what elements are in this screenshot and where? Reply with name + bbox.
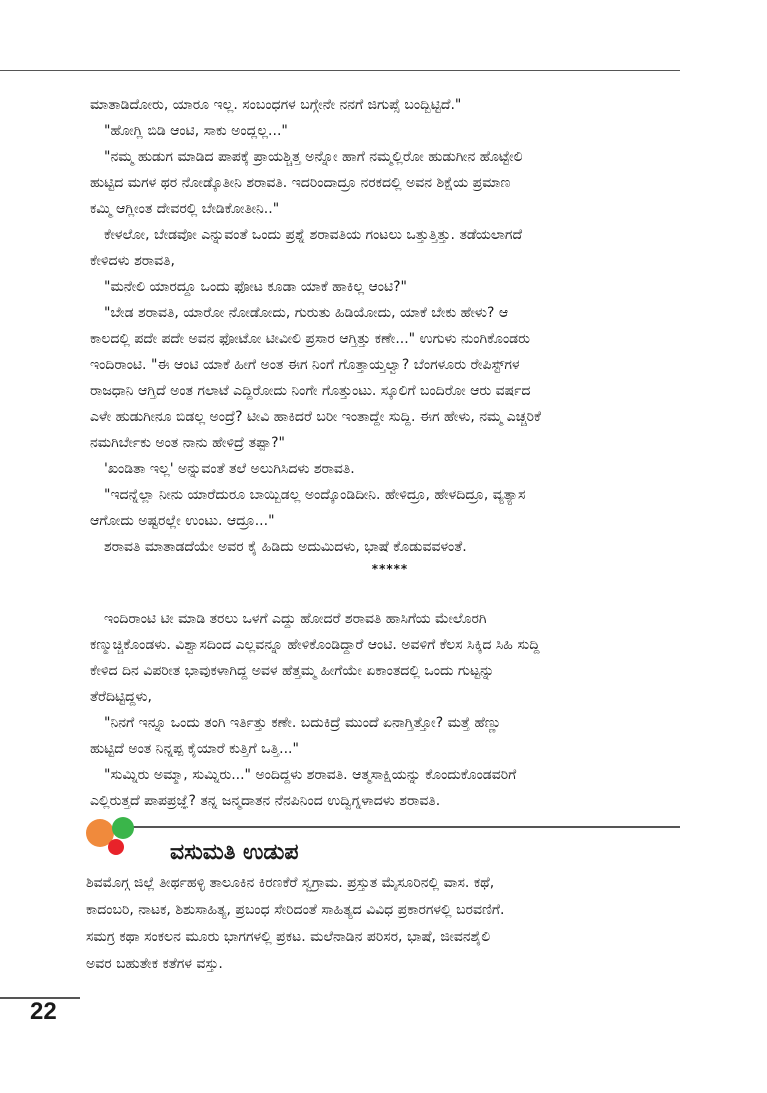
story-line: ಕಮ್ಮಿ ಆಗ್ಲೀಂತ ದೇವರಲ್ಲಿ ಬೇಡಿಕೋತೀನಿ.." — [90, 201, 280, 217]
green-dot — [112, 817, 134, 839]
story-line: "ನಮ್ಮ ಹುಡುಗ ಮಾಡಿದ ಪಾಪಕ್ಕೆ ಪ್ರಾಯಶ್ಚಿತ್ತ ಅನ್ನೋ ಹಾಗೆ ನಮ್ಮಲ್ಲಿರೋ ಹುಡುಗೀನ ಹೊಟ್ಟೇಲಿ — [104, 149, 523, 165]
story-line: "ಮನೇಲಿ ಯಾರದ್ದೂ ಒಂದು ಫೋಟ ಕೂಡಾ ಯಾಕೆ ಹಾಕಿಲ್ಲ ಆಂಟಿ?" — [104, 279, 407, 295]
bio-line: ಕಾದಂಬರಿ, ನಾಟಕ, ಶಿಶುಸಾಹಿತ್ಯ, ಪ್ರಬಂಧ ಸೇರಿದಂತೆ ಸಾಹಿತ್ಯದ ವಿವಿಧ ಪ್ರಕಾರಗಳಲ್ಲಿ ಬರವಣಿಗೆ. — [86, 902, 505, 918]
story-line: ತೆರೆದಿಟ್ಟಿದ್ದಳು, — [90, 689, 152, 705]
story-line: "ಸುಮ್ನಿರು ಅಮ್ಮಾ, ಸುಮ್ನಿರು..." ಅಂದಿದ್ದಳು ಶರಾವತಿ. ಆತ್ಮಸಾಕ್ಷಿಯನ್ನು ಕೊಂದುಕೊಂಡವರಿಗೆ — [104, 767, 517, 783]
story-line: 'ಖಂಡಿತಾ ಇಲ್ಲ' ಅನ್ನುವಂತೆ ತಲೆ ಅಲುಗಿಸಿದಳು ಶರಾವತಿ. — [104, 461, 355, 477]
story-line: "ಹೋಗ್ಲಿ ಬಿಡಿ ಆಂಟಿ, ಸಾಕು ಅಂದ್ಲಲ್ಲ..." — [104, 123, 288, 139]
story-text — [90, 92, 680, 814]
story-line: ಕಾಲದಲ್ಲಿ ಪದೇ ಪದೇ ಅವನ ಫೋಟೋ ಟೀವೀಲಿ ಪ್ರಸಾರ ಆಗ್ತಿತ್ತು ಕಣೇ..." ಉಗುಳು ನುಂಗಿಕೊಂಡರು — [90, 331, 530, 347]
story-line: ಕೇಳಲೋ, ಬೇಡವೋ ಎನ್ನುವಂತೆ ಒಂದು ಪ್ರಶ್ನೆ ಶರಾವತಿಯ ಗಂಟಲು ಒತ್ತುತ್ತಿತ್ತು. ತಡೆಯಲಾಗದೆ — [104, 227, 523, 243]
story-line: ಹುಟ್ಟಿದ ಮಗಳ ಥರ ನೋಡ್ಕೊತೀನಿ ಶರಾವತಿ. ಇದರಿಂದಾದ್ರೂ ನರಕದಲ್ಲಿ ಅವನ ಶಿಕ್ಷೆಯ ಪ್ರಮಾಣ — [90, 175, 511, 191]
story-line: ಕಣ್ಮುಚ್ಚಿಕೊಂಡಳು. ವಿಶ್ವಾಸದಿಂದ ಎಲ್ಲವನ್ನೂ ಹೇಳಿಕೊಂಡಿದ್ದಾರೆ ಆಂಟಿ. ಅವಳಿಗೆ ಕೆಲಸ ಸಿಕ್ಕಿದ ಸಿಹಿ ಸುದ್ದಿ — [90, 637, 540, 653]
bio-line: ಅವರ ಬಹುತೇಕ ಕತೆಗಳ ವಸ್ತು. — [86, 956, 223, 972]
author-section-rule — [122, 826, 680, 828]
story-line: ಮಾತಾಡಿದೋರು, ಯಾರೂ ಇಲ್ಲ. ಸಂಬಂಧಗಳ ಬಗ್ಗೇನೇ ನನಗೆ ಜಿಗುಪ್ಸೆ ಬಂದ್ಬಿಟ್ಟಿದೆ." — [90, 97, 462, 113]
story-line: "ಇದನ್ನೆಲ್ಲಾ ನೀನು ಯಾರೆದುರೂ ಬಾಯ್ಬಿಡಲ್ಲ ಅಂದ್ಕೊಂಡಿದೀನಿ. ಹೇಳಿದ್ರೂ, ಹೇಳದಿದ್ರೂ, ವ್ಯತ್ಯಾಸ — [104, 487, 526, 503]
story-line: ಹುಟ್ಟಿದೆ ಅಂತ ನಿನ್ನಪ್ಪ ಕೈಯಾರೆ ಕುತ್ತಿಗೆ ಒತ್ತಿ..." — [90, 741, 299, 757]
story-line: ಆಗೋದು ಅಷ್ಟರಲ್ಲೇ ಉಂಟು. ಆದ್ರೂ..." — [90, 513, 275, 529]
story-line: ಇಂದಿರಾಂಟಿ ಟೀ ಮಾಡಿ ತರಲು ಒಳಗೆ ಎದ್ದು ಹೋದರೆ ಶರಾವತಿ ಹಾಸಿಗೆಯ ಮೇಲೊರಗಿ — [104, 611, 487, 627]
author-logo-dots — [86, 813, 142, 857]
author-bio — [86, 870, 686, 978]
story-line: "ಬೇಡ ಶರಾವತಿ, ಯಾರೋ ನೋಡೋದು, ಗುರುತು ಹಿಡಿಯೋದು, ಯಾಕೆ ಬೇಕು ಹೇಳು? ಆ — [104, 305, 509, 321]
story-line: ಕೇಳಿದ ದಿನ ವಿಪರೀತ ಭಾವುಕಳಾಗಿದ್ದ ಅವಳ ಹೆತ್ತಮ್ಮ ಹೀಗೆಯೇ ಏಕಾಂತದಲ್ಲಿ ಒಂದು ಗುಟ್ಟನ್ನು — [90, 663, 495, 679]
story-line: ನಮಗಿರ್ಬೇಕು ಅಂತ ನಾನು ಹೇಳಿದ್ರೆ ತಪ್ಪಾ?" — [90, 435, 285, 451]
story-line: "ನಿನಗೆ ಇನ್ನೂ ಒಂದು ತಂಗಿ ಇರ್ತಿತ್ತು ಕಣೇ. ಬದುಕಿದ್ರೆ ಮುಂದೆ ಏನಾಗ್ತಿತ್ತೋ? ಮತ್ತೆ ಹೆಣ್ಣು — [104, 715, 502, 731]
section-separator: ***** — [371, 562, 409, 576]
bio-line: ಶಿವಮೊಗ್ಗ ಜಿಲ್ಲೆ ತೀರ್ಥಹಳ್ಳಿ ತಾಲೂಕಿನ ಕಿರಣಕೆರೆ ಸ್ವಗ್ರಾಮ. ಪ್ರಸ್ತುತ ಮೈಸೂರಿನಲ್ಲಿ ವಾಸ. ಕಥೆ, — [86, 875, 495, 891]
author-name: ವಸುಮತಿ ಉಡುಪ — [170, 840, 299, 865]
story-line: ಎಲ್ಲಿರುತ್ತದೆ ಪಾಪಪ್ರಜ್ಞೆ? ತನ್ನ ಜನ್ಮದಾತನ ನೆನಪಿನಿಂದ ಉದ್ವಿಗ್ನಳಾದಳು ಶರಾವತಿ. — [90, 793, 441, 809]
story-line: ರಾಜಧಾನಿ ಆಗ್ತಿದೆ ಅಂತ ಗಲಾಟೆ ಎದ್ದಿರೋದು ನಿಂಗೇ ಗೊತ್ತುಂಟು. ಸ್ಕೂಲಿಗೆ ಬಂದಿರೋ ಆರು ವರ್ಷದ — [90, 383, 531, 399]
story-line: ಕೇಳಿದಳು ಶರಾವತಿ, — [90, 253, 175, 269]
top-rule — [0, 70, 680, 71]
red-dot — [108, 839, 124, 855]
story-line: ಇಂದಿರಾಂಟಿ. "ಈ ಆಂಟಿ ಯಾಕೆ ಹೀಗೆ ಅಂತ ಈಗ ನಿಂಗೆ ಗೊತ್ತಾಯ್ತಲ್ವಾ? ಬೆಂಗಳೂರು ರೇಪಿಸ್ಟ್‌ಗಳ — [90, 357, 520, 373]
story-line: ಎಳೇ ಹುಡುಗೀನೂ ಬಿಡಲ್ಲ ಅಂದ್ರೆ? ಟೀವಿ ಹಾಕಿದರೆ ಬರೀ ಇಂತಾದ್ದೇ ಸುದ್ದಿ. ಈಗ ಹೇಳು, ನಮ್ಮ ಎಚ್ಚರಿಕೆ — [90, 409, 541, 425]
page-number: 22 — [30, 998, 57, 1025]
story-line: ಶರಾವತಿ ಮಾತಾಡದೆಯೇ ಅವರ ಕೈ ಹಿಡಿದು ಅದುಮಿದಳು, ಭಾಷೆ ಕೊಡುವವಳಂತೆ. — [104, 539, 467, 555]
bio-line: ಸಮಗ್ರ ಕಥಾ ಸಂಕಲನ ಮೂರು ಭಾಗಗಳಲ್ಲಿ ಪ್ರಕಟ. ಮಲೆನಾಡಿನ ಪರಿಸರ, ಭಾಷೆ, ಜೀವನಶೈಲಿ — [86, 929, 491, 945]
